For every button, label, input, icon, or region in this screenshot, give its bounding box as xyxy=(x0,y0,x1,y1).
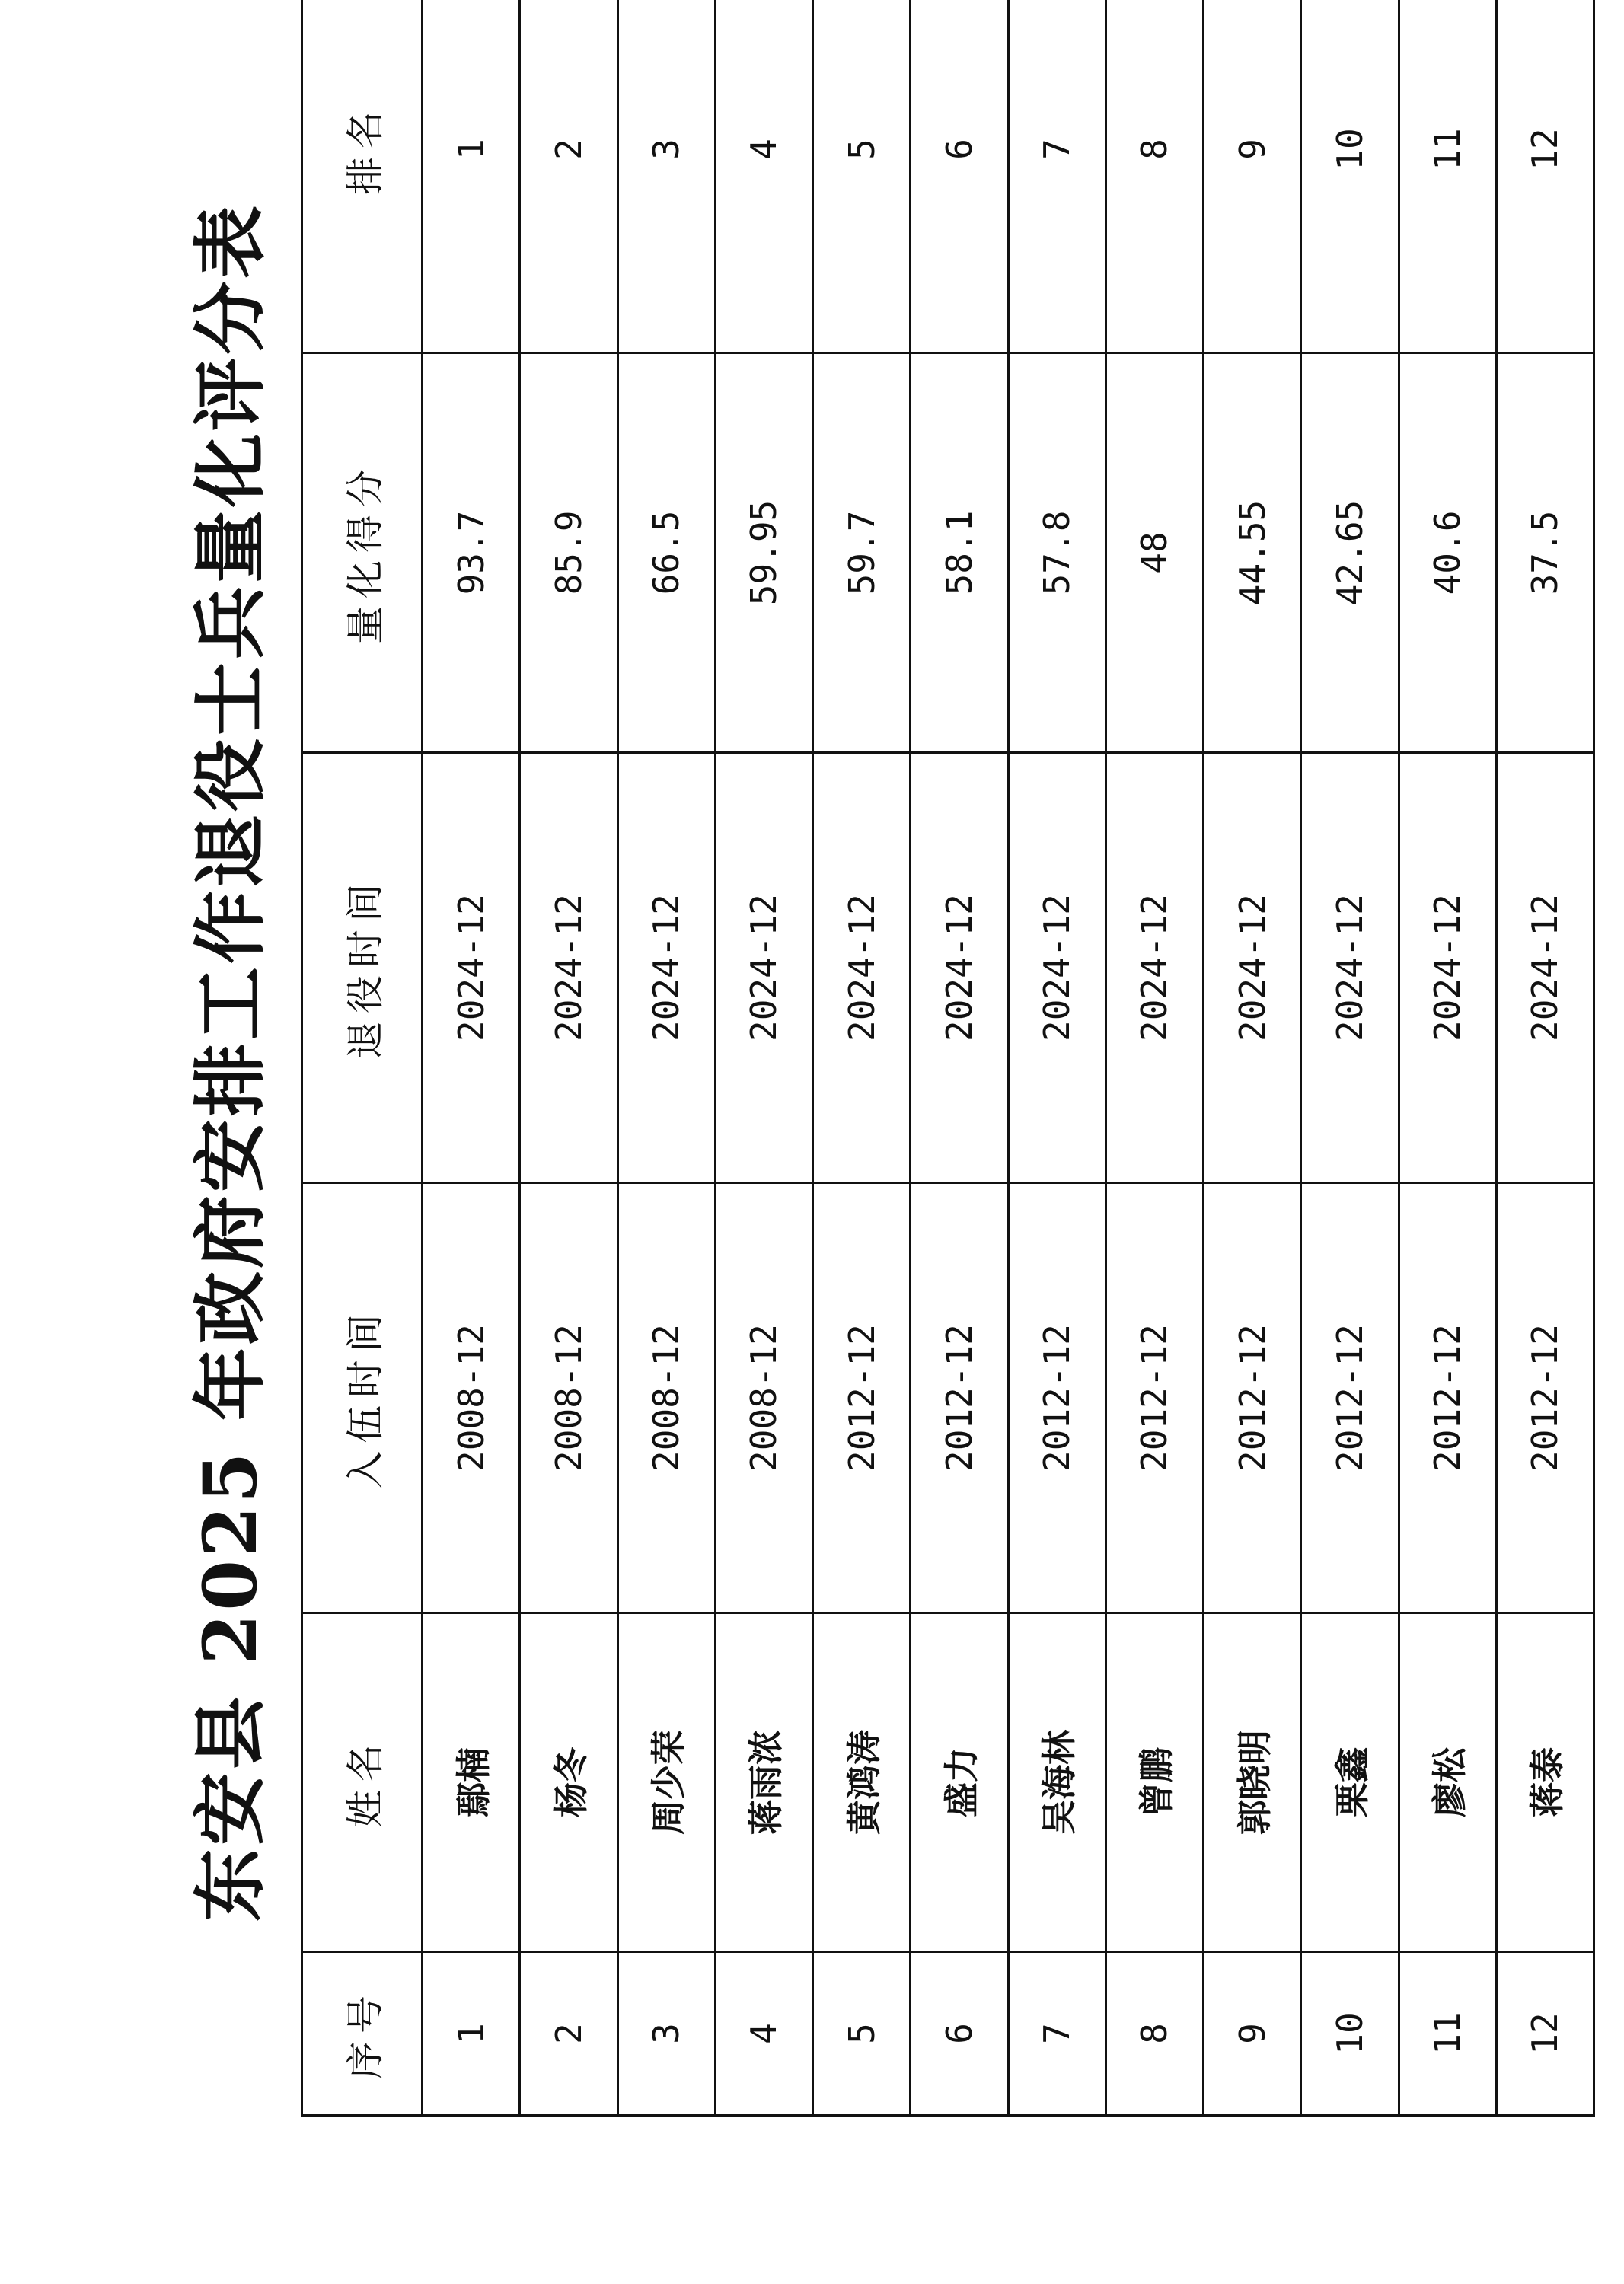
cell-enlist-date: 2008-12 xyxy=(520,1183,617,1613)
cell-no: 1 xyxy=(423,1952,520,2116)
cell-name: 黄鸿涛 xyxy=(813,1613,911,1952)
table-row xyxy=(423,0,520,2116)
cell-retire-date: 2024-12 xyxy=(520,753,617,1183)
cell-score: 37.5 xyxy=(1496,353,1594,753)
cell-rank: 12 xyxy=(1496,0,1594,353)
table-body xyxy=(423,0,1594,2116)
cell-name: 盛力 xyxy=(911,1613,1008,1952)
cell-rank: 2 xyxy=(520,0,617,353)
table-row xyxy=(617,0,715,2116)
cell-enlist-date: 2008-12 xyxy=(423,1183,520,1613)
cell-name: 廖松 xyxy=(1399,1613,1496,1952)
cell-score: 58.1 xyxy=(911,353,1008,753)
cell-no: 6 xyxy=(911,1952,1008,2116)
cell-rank: 3 xyxy=(617,0,715,353)
table-row xyxy=(715,0,812,2116)
cell-score: 59.7 xyxy=(813,353,911,753)
table-row xyxy=(911,0,1008,2116)
cell-enlist-date: 2012-12 xyxy=(1204,1183,1301,1613)
table-row xyxy=(1106,0,1203,2116)
cell-name: 蒋雨浓 xyxy=(715,1613,812,1952)
cell-rank: 10 xyxy=(1301,0,1399,353)
cell-enlist-date: 2012-12 xyxy=(1301,1183,1399,1613)
cell-no: 12 xyxy=(1496,1952,1594,2116)
cell-score: 85.9 xyxy=(520,353,617,753)
cell-no: 9 xyxy=(1204,1952,1301,2116)
cell-retire-date: 2024-12 xyxy=(813,753,911,1183)
table-row xyxy=(813,0,911,2116)
cell-name: 鄢楠 xyxy=(423,1613,520,1952)
cell-retire-date: 2024-12 xyxy=(1496,753,1594,1183)
table-row xyxy=(1399,0,1496,2116)
header-rank: 排名 xyxy=(302,0,423,353)
cell-retire-date: 2024-12 xyxy=(911,753,1008,1183)
cell-name: 郭晓明 xyxy=(1204,1613,1301,1952)
cell-enlist-date: 2012-12 xyxy=(1496,1183,1594,1613)
cell-name: 周少荣 xyxy=(617,1613,715,1952)
header-score: 量化得分 xyxy=(302,353,423,753)
cell-retire-date: 2024-12 xyxy=(1204,753,1301,1183)
header-no: 序号 xyxy=(302,1952,423,2116)
cell-name: 杨冬 xyxy=(520,1613,617,1952)
header-retire-date: 退役时间 xyxy=(302,753,423,1183)
cell-score: 40.6 xyxy=(1399,353,1496,753)
cell-rank: 4 xyxy=(715,0,812,353)
cell-name: 吴海林 xyxy=(1008,1613,1106,1952)
table-row xyxy=(1204,0,1301,2116)
cell-name: 蒋泰 xyxy=(1496,1613,1594,1952)
cell-score: 48 xyxy=(1106,353,1203,753)
cell-retire-date: 2024-12 xyxy=(617,753,715,1183)
cell-enlist-date: 2012-12 xyxy=(813,1183,911,1613)
cell-retire-date: 2024-12 xyxy=(423,753,520,1183)
cell-no: 11 xyxy=(1399,1952,1496,2116)
cell-score: 66.5 xyxy=(617,353,715,753)
cell-no: 4 xyxy=(715,1952,812,2116)
header-row xyxy=(302,0,423,2116)
cell-score: 93.7 xyxy=(423,353,520,753)
cell-rank: 1 xyxy=(423,0,520,353)
cell-no: 5 xyxy=(813,1952,911,2116)
cell-no: 2 xyxy=(520,1952,617,2116)
cell-score: 44.55 xyxy=(1204,353,1301,753)
cell-no: 3 xyxy=(617,1952,715,2116)
table-row xyxy=(1301,0,1399,2116)
cell-no: 8 xyxy=(1106,1952,1203,2116)
cell-no: 7 xyxy=(1008,1952,1106,2116)
cell-retire-date: 2024-12 xyxy=(1008,753,1106,1183)
table-row xyxy=(520,0,617,2116)
cell-score: 57.8 xyxy=(1008,353,1106,753)
cell-rank: 8 xyxy=(1106,0,1203,353)
cell-rank: 6 xyxy=(911,0,1008,353)
cell-enlist-date: 2008-12 xyxy=(715,1183,812,1613)
cell-score: 59.95 xyxy=(715,353,812,753)
page-title: 东安县 2025 年政府安排工作退役士兵量化评分表 xyxy=(187,202,273,1922)
document-sheet xyxy=(168,8,1599,2117)
cell-rank: 11 xyxy=(1399,0,1496,353)
header-name: 姓名 xyxy=(302,1613,423,1952)
cell-enlist-date: 2012-12 xyxy=(1399,1183,1496,1613)
score-table xyxy=(301,0,1595,2117)
cell-name: 栗鑫 xyxy=(1301,1613,1399,1952)
cell-rank: 7 xyxy=(1008,0,1106,353)
cell-retire-date: 2024-12 xyxy=(715,753,812,1183)
cell-retire-date: 2024-12 xyxy=(1106,753,1203,1183)
cell-enlist-date: 2012-12 xyxy=(1008,1183,1106,1613)
cell-score: 42.65 xyxy=(1301,353,1399,753)
table-row xyxy=(1496,0,1594,2116)
cell-rank: 9 xyxy=(1204,0,1301,353)
cell-name: 曾鹏 xyxy=(1106,1613,1203,1952)
cell-retire-date: 2024-12 xyxy=(1399,753,1496,1183)
table-row xyxy=(1008,0,1106,2116)
cell-rank: 5 xyxy=(813,0,911,353)
header-enlist-date: 入伍时间 xyxy=(302,1183,423,1613)
cell-enlist-date: 2012-12 xyxy=(1106,1183,1203,1613)
cell-retire-date: 2024-12 xyxy=(1301,753,1399,1183)
cell-no: 10 xyxy=(1301,1952,1399,2116)
cell-enlist-date: 2008-12 xyxy=(617,1183,715,1613)
cell-enlist-date: 2012-12 xyxy=(911,1183,1008,1613)
